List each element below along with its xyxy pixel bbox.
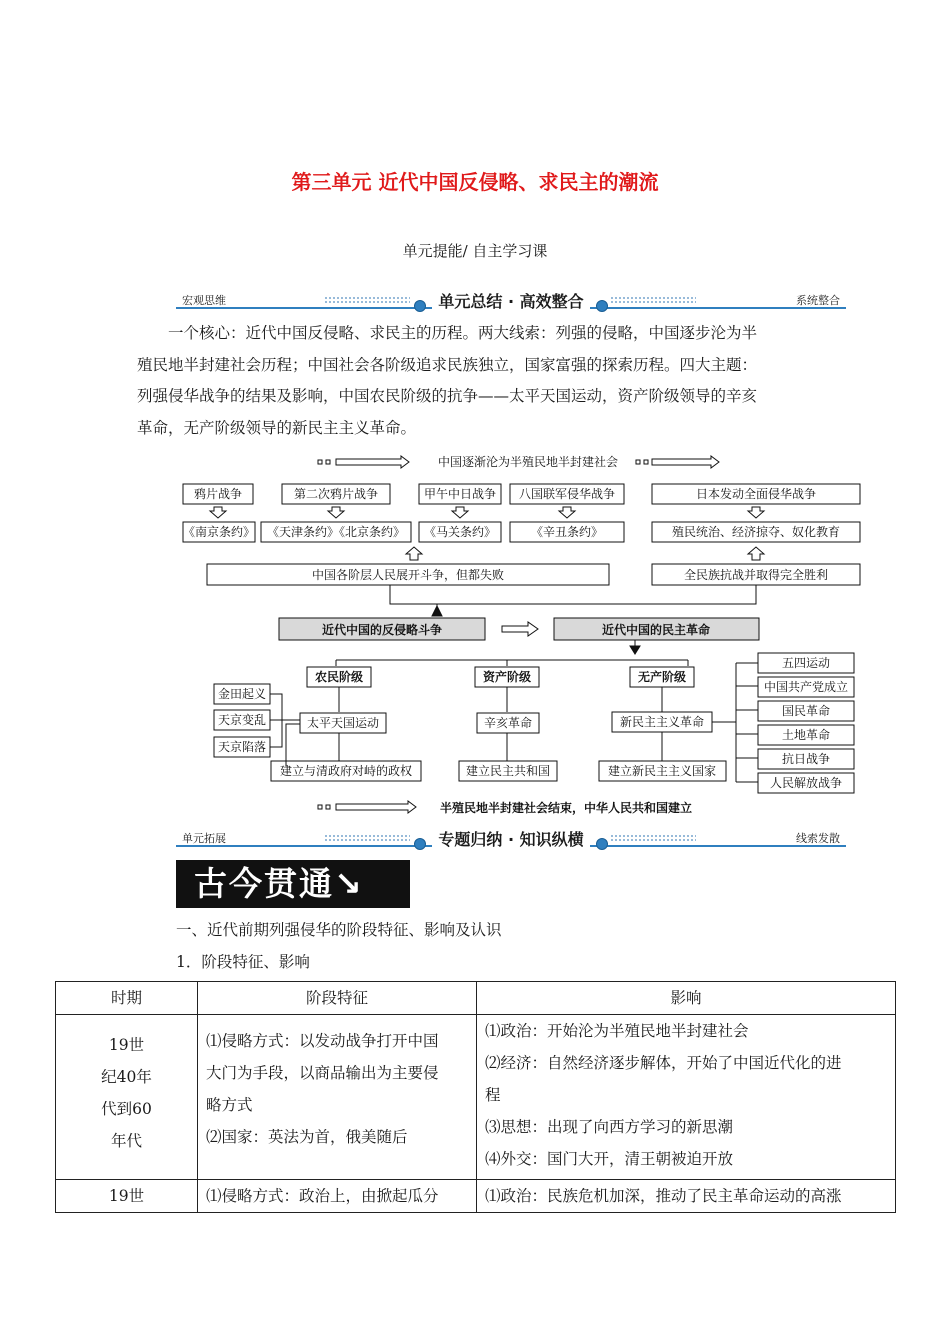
band-bullet-icon (596, 300, 608, 312)
intro-line: 列强侵华战争的结果及影响，中国农民阶级的抗争——太平天国运动，资产阶级领导的辛亥 (137, 387, 758, 405)
impact-line: ⑷外交：国门大开，清王朝被迫开放 (485, 1150, 734, 1168)
features-cell: ⑴侵略方式：政治上，由掀起瓜分 (198, 1180, 477, 1213)
period-cell (56, 1015, 198, 1180)
intro-paragraph (137, 318, 817, 444)
war-label: 第二次鸦片战争 (293, 487, 379, 501)
band-right-label: 线索发散 (796, 832, 840, 845)
heading-1: 一、近代前期列强侵华的阶段特征、影响及认识 (176, 921, 502, 939)
page-subtitle: 单元提能/ 自主学习课 (402, 242, 548, 260)
treaty-label: 《南京条约》 (182, 525, 256, 539)
period-line: 代到60 (101, 1100, 152, 1118)
diagram-bottom-caption: 半殖民地半封建社会结束，中华人民共和国建立 (439, 801, 693, 815)
period-line: 年代 (110, 1132, 142, 1150)
war-label: 甲午中日战争 (423, 487, 497, 501)
democratic-revolution-label: 近代中国的民主革命 (601, 623, 711, 637)
band-left-label: 单元拓展 (182, 832, 226, 845)
period-line: 纪40年 (101, 1068, 152, 1086)
anti-aggression-label: 近代中国的反侵略斗争 (321, 623, 443, 637)
treaty-label: 殖民统治、经济掠夺、奴化教育 (671, 525, 841, 539)
intro-line: 殖民地半封建社会历程；中国社会各阶级追求民族独立，国家富强的探索历程。四大主题： (137, 355, 758, 374)
victory-label: 全民族抗战并取得完全胜利 (683, 568, 829, 582)
section-ribbon (176, 860, 410, 908)
impacts-cell: ⑴政治：民族危机加深，推动了民主革命运动的高涨 (477, 1180, 896, 1213)
class-label: 资产阶级 (482, 670, 532, 684)
treaty-label: 《辛丑条约》 (530, 525, 604, 539)
band-bullet-icon (596, 838, 608, 850)
table-header: 时期 (56, 982, 198, 1015)
table-header: 影响 (477, 982, 896, 1015)
war-label: 鸦片战争 (193, 487, 243, 501)
band-title: 单元总结 · 高效整合 (432, 292, 589, 311)
impact-line: 程 (485, 1086, 501, 1104)
peasant-event: 天京陷落 (217, 740, 267, 754)
proletariat-event: 人民解放战争 (769, 776, 843, 790)
period-cell: 19世 (56, 1180, 198, 1213)
page-title: 第三单元 近代中国反侵略、求民主的潮流 (291, 170, 659, 194)
resist-label: 中国各阶层人民展开斗争，但都失败 (311, 568, 505, 582)
table-header-row (56, 982, 896, 1015)
new-democratic-label: 新民主主义革命 (619, 715, 705, 729)
impact-line: ⑶思想：出现了向西方学习的新思潮 (485, 1118, 734, 1136)
table-row (56, 1180, 896, 1213)
table-header: 阶段特征 (198, 982, 477, 1015)
republic-label: 建立民主共和国 (465, 764, 551, 778)
section-band-summary (176, 292, 846, 314)
intro-line: 一个核心：近代中国反侵略、求民主的历程。两大线索：列强的侵略，中国逐步沦为半 (168, 324, 758, 342)
treaty-label: 《马关条约》 (423, 525, 497, 539)
features-cell (198, 1015, 477, 1180)
impact-line: ⑴政治：开始沦为半殖民地半封建社会 (485, 1022, 749, 1040)
intro-line: 革命，无产阶级领导的新民主主义革命。 (137, 418, 417, 437)
class-label: 农民阶级 (314, 670, 364, 684)
heading-2: 1．阶段特征、影响 (176, 953, 310, 971)
stage-table (55, 981, 896, 1213)
band-left-label: 宏观思维 (182, 294, 226, 307)
section-band-extension (176, 830, 846, 852)
feature-line: 略方式 (206, 1096, 253, 1114)
ribbon-label: 古今贯通 (194, 864, 334, 903)
proletariat-event: 国民革命 (781, 704, 831, 718)
band-right-label: 系统整合 (796, 294, 840, 307)
feature-line: 大门为手段，以商品输出为主要侵 (206, 1064, 439, 1082)
proletariat-event: 五四运动 (781, 656, 831, 670)
feature-line: ⑵国家：英法为首，俄美随后 (206, 1128, 408, 1146)
proletariat-event: 土地革命 (781, 728, 831, 742)
xinhai-label: 辛亥革命 (483, 716, 533, 730)
table-row (56, 1015, 896, 1180)
war-label: 八国联军侵华战争 (518, 487, 616, 501)
taiping-label: 太平天国运动 (306, 716, 380, 730)
corner-arrow-icon: ↘ (334, 864, 364, 903)
war-label: 日本发动全面侵华战争 (695, 487, 817, 501)
period-line: 19世 (108, 1036, 145, 1054)
impacts-cell (477, 1015, 896, 1180)
feature-line: ⑴侵略方式：以发动战争打开中国 (206, 1032, 439, 1050)
diagram-top-caption: 中国逐渐沦为半殖民地半封建社会 (437, 455, 619, 469)
impact-line: ⑵经济：自然经济逐步解体，开始了中国近代化的进 (485, 1054, 842, 1072)
class-label: 无产阶级 (637, 670, 687, 684)
proletariat-event: 抗日战争 (781, 752, 831, 766)
band-title: 专题归纳 · 知识纵横 (432, 830, 589, 849)
taiping-regime-label: 建立与清政府对峙的政权 (279, 764, 413, 778)
proletariat-event: 中国共产党成立 (763, 680, 849, 694)
history-flow-diagram (176, 448, 866, 822)
new-state-label: 建立新民主主义国家 (607, 764, 717, 778)
peasant-event: 金田起义 (217, 687, 267, 701)
treaty-label: 《天津条约》《北京条约》 (266, 525, 406, 539)
peasant-event: 天京变乱 (217, 713, 267, 727)
